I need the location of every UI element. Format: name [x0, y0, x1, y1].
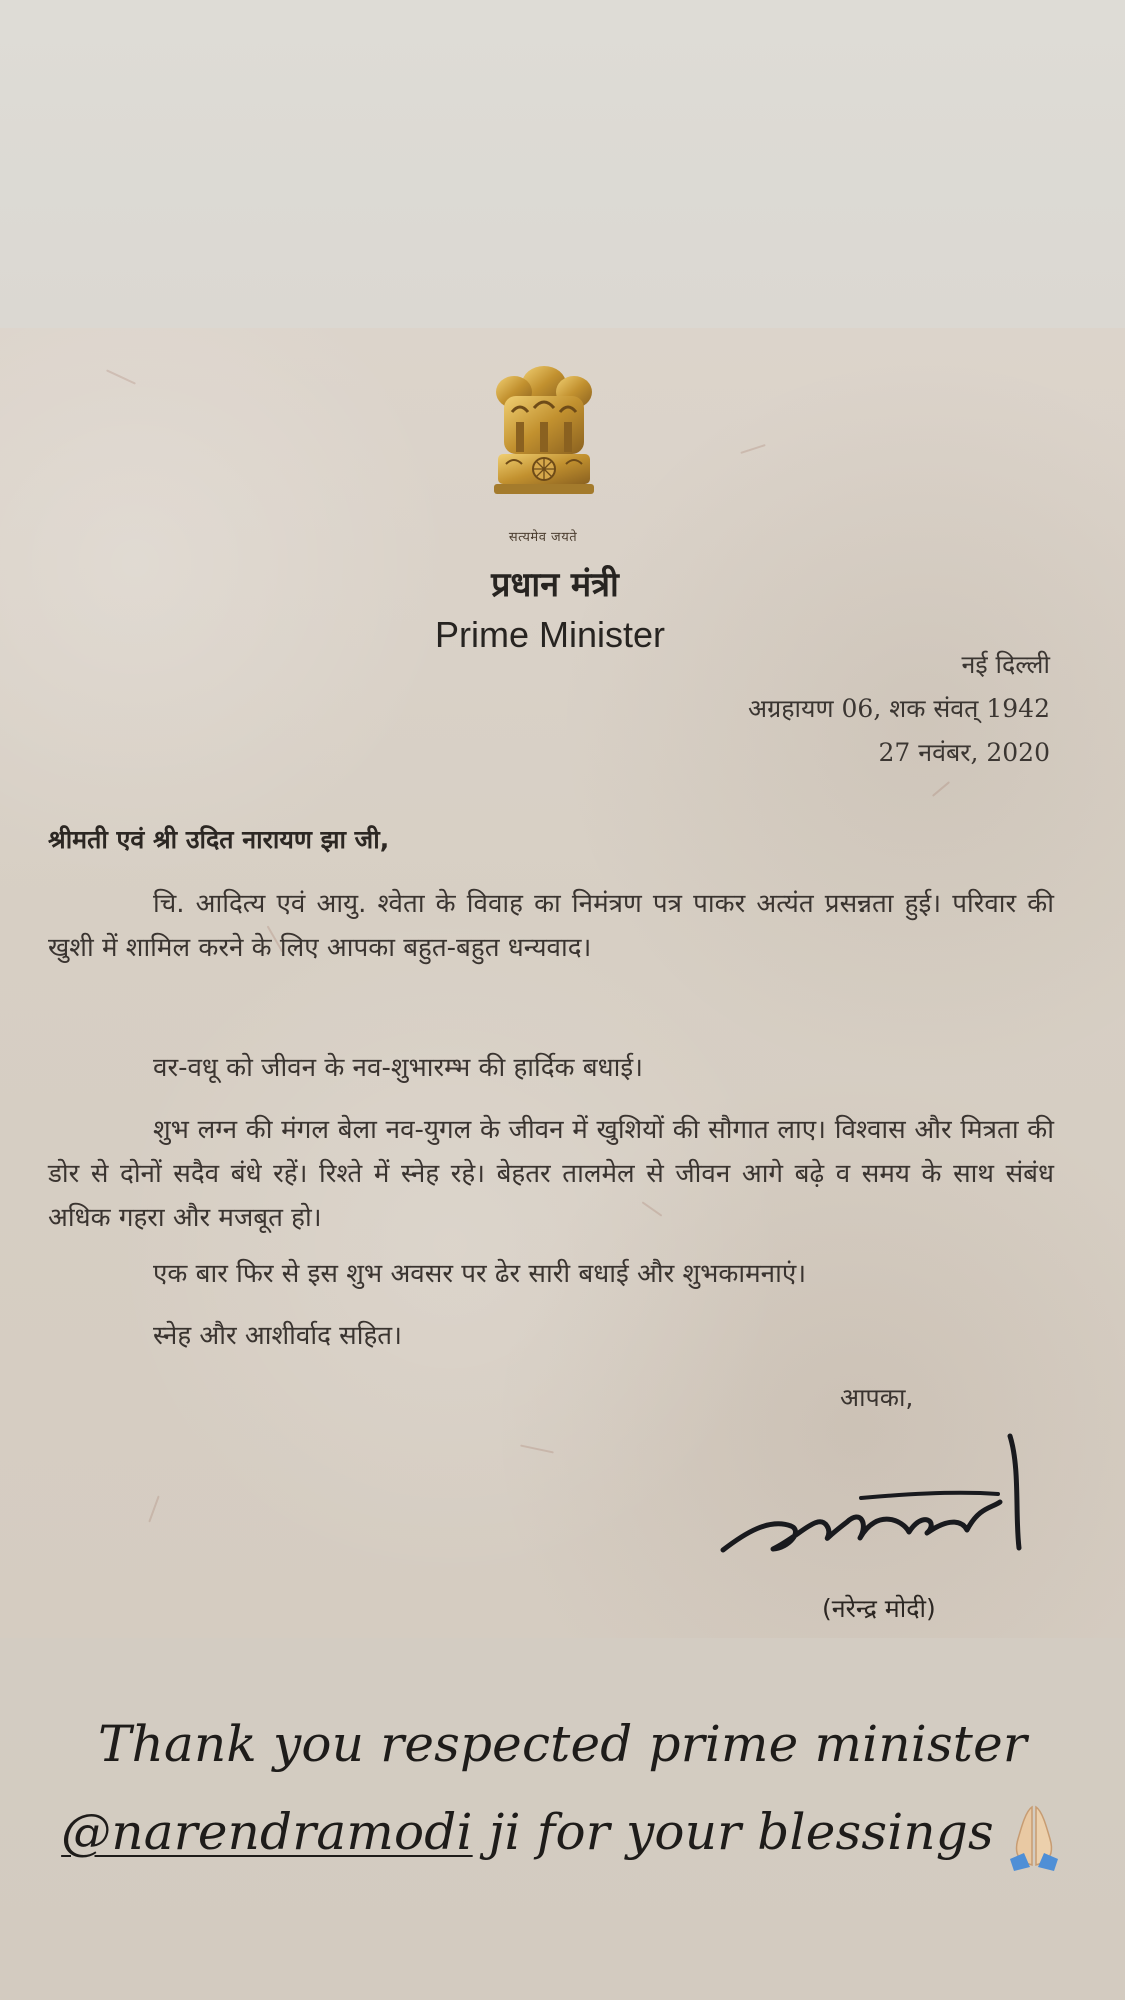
letter-paragraph: शुभ लग्न की मंगल बेला नव-युगल के जीवन में खुशियों की सौगात लाए। विश्वास और मित्रता की डोर से दोनों सदैव बंधे रहें। रिश्ते में स्नेह रहे। बेहतर तालमेल से जीवन आगे बढ़े व समय के साथ संबंध अधिक गहरा और मजबूत हो।	[48, 1115, 1054, 1233]
gregorian-date: 27 नवंबर, 2020	[878, 738, 1050, 767]
folded-hands-icon	[1004, 1801, 1064, 1871]
letter-paragraph: चि. आदित्य एवं आयु. श्वेता के विवाह का निमंत्रण पत्र पाकर अत्यंत प्रसन्नता हुई। परिवार की खुशी में शामिल करने के लिए आपका बहुत-बहुत धन्यवाद।	[48, 889, 1054, 963]
paper-fiber	[740, 444, 765, 454]
letterhead-title-hindi: प्रधान मंत्री	[491, 565, 619, 605]
caption-line-1: Thank you respected prime minister	[98, 1715, 1027, 1773]
letterhead-title-english: Prime Minister	[434, 614, 666, 655]
story-caption	[0, 1700, 1125, 1876]
signatory-name: (नरेन्द्र मोदी)	[822, 1594, 936, 1623]
paper-fiber	[148, 1496, 159, 1523]
letter-paragraph: स्नेह और आशीर्वाद सहित।	[153, 1321, 402, 1351]
saka-date: अग्रहायण 06, शक संवत् 1942	[748, 694, 1050, 723]
paper-fiber	[520, 1444, 554, 1453]
caption-line-2	[0, 1788, 1125, 1876]
paper-fiber	[932, 781, 950, 797]
handwritten-signature	[715, 1418, 1057, 1568]
caption-line-2-text: ji for your blessings	[472, 1803, 994, 1861]
emblem-motto: सत्यमेव जयते	[508, 530, 578, 545]
letter-closing: आपका,	[840, 1383, 914, 1412]
letter-place: नई दिल्ली	[961, 650, 1050, 679]
national-emblem	[490, 362, 598, 500]
salutation: श्रीमती एवं श्री उदित नारायण झा जी,	[48, 825, 390, 854]
date-block	[748, 643, 1050, 775]
mention-link[interactable]: @narendramodi	[61, 1803, 473, 1861]
paper-fiber	[106, 369, 136, 384]
pm-letter	[0, 328, 1125, 1638]
letter-paragraph: एक बार फिर से इस शुभ अवसर पर ढेर सारी बधाई और शुभकामनाएं।	[153, 1259, 807, 1289]
letter-paragraph: वर-वधू को जीवन के नव-शुभारम्भ की हार्दिक बधाई।	[153, 1053, 643, 1083]
